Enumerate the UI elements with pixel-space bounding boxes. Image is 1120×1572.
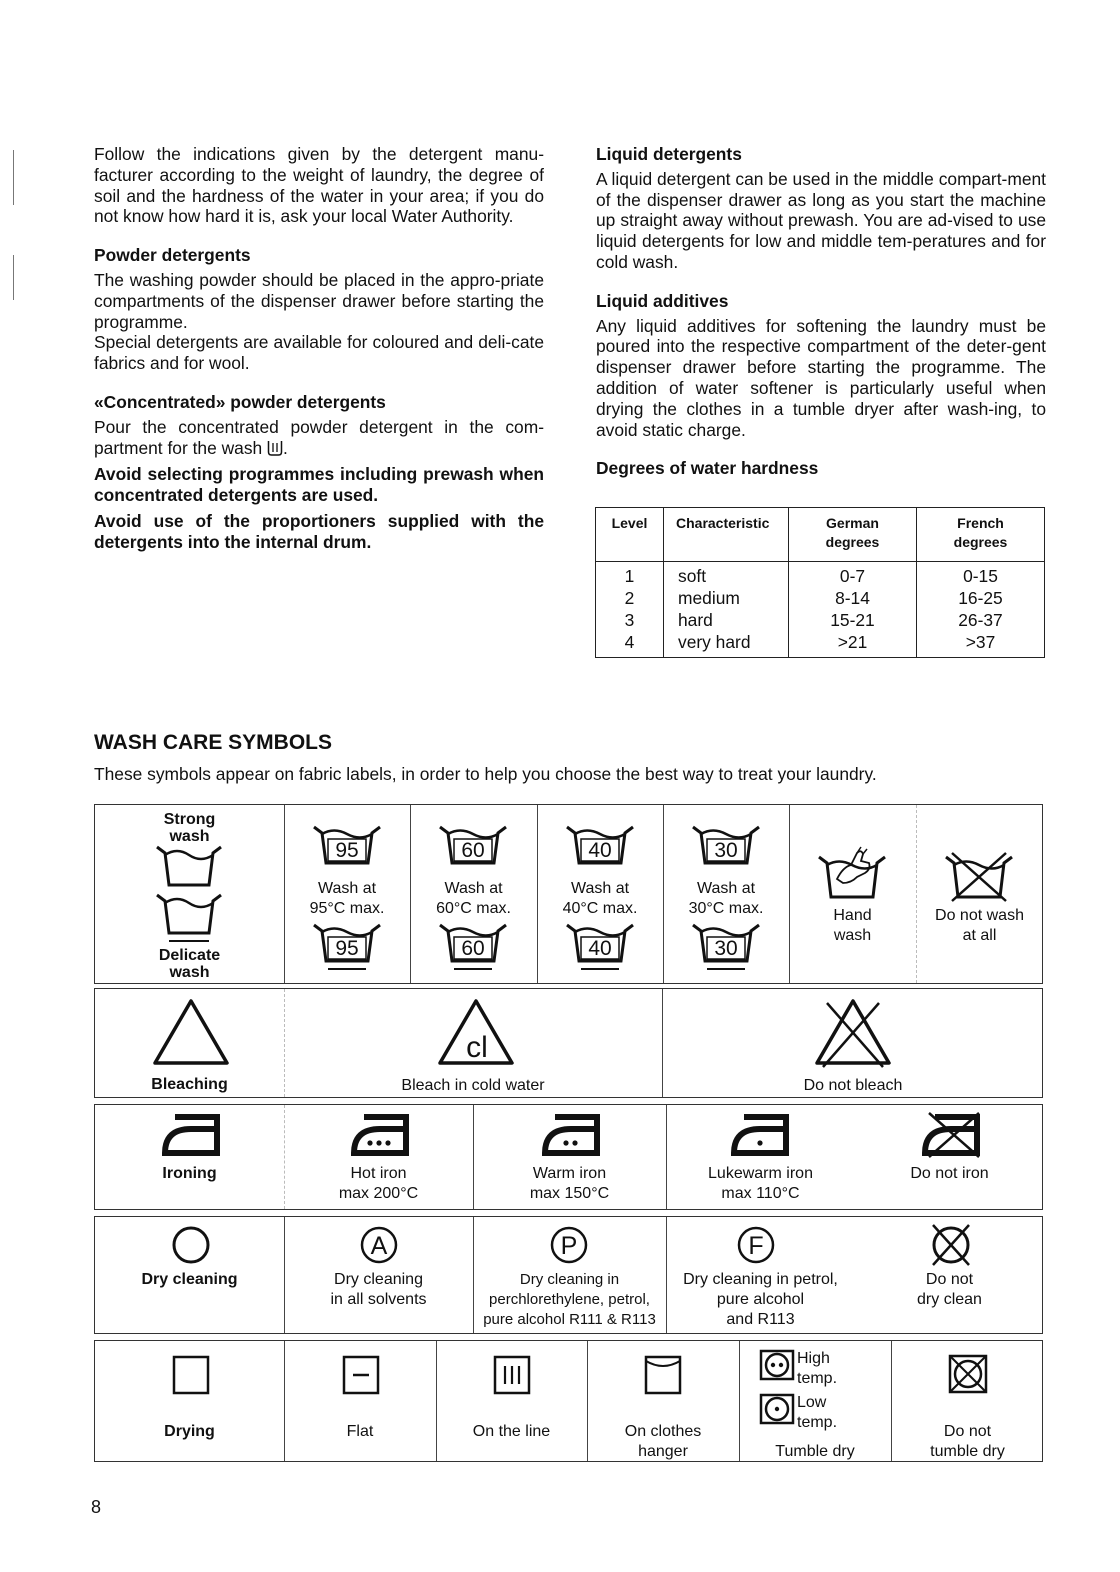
washing-row xyxy=(94,804,1043,984)
bleach-triangle-icon xyxy=(151,997,231,1067)
right-column xyxy=(596,144,1046,483)
bleach-cold-label: Bleach in cold water xyxy=(401,1077,545,1094)
dry-clean-p-cell xyxy=(473,1217,666,1333)
do-not-iron-label: Do not iron xyxy=(910,1165,989,1182)
delicate-wash-label: Delicate wash xyxy=(158,947,221,981)
wash-95-temp: 95 xyxy=(335,839,359,862)
tumble-low-label: Low temp. xyxy=(797,1394,838,1431)
do-not-tumble-dry-label: Do not tumble dry xyxy=(930,1423,1005,1460)
no-iron-cell xyxy=(855,1105,1044,1209)
cell-level: 3 xyxy=(596,609,664,631)
do-not-wash-icon xyxy=(944,851,1014,903)
wash-30-delicate-icon xyxy=(691,923,761,971)
wash-40-temp: 40 xyxy=(588,839,612,862)
hot-iron-icon xyxy=(350,1113,410,1157)
do-not-dry-clean-icon xyxy=(929,1221,973,1267)
wash-40-icon xyxy=(565,825,635,865)
dry-line-icon xyxy=(493,1355,531,1395)
dry-clean-circle-icon xyxy=(171,1225,211,1265)
ironing-row xyxy=(94,1104,1043,1210)
margin-mark xyxy=(13,150,14,205)
water-hardness-table xyxy=(595,507,1045,658)
dry-cleaning-row xyxy=(94,1216,1043,1334)
liquid-heading: Liquid detergents xyxy=(596,144,742,164)
dry-clean-a-icon xyxy=(359,1225,399,1265)
hand-wash-cell xyxy=(789,805,916,983)
wash-60-label: Wash at 60°C max. xyxy=(436,880,511,917)
table-header-row xyxy=(596,508,1045,562)
drying-label-cell xyxy=(95,1341,284,1461)
margin-mark xyxy=(13,255,14,300)
cell-french: 26-37 xyxy=(917,609,1045,631)
ironing-label: Ironing xyxy=(162,1165,217,1182)
lukewarm-iron-icon xyxy=(730,1113,790,1157)
table-row xyxy=(596,562,1045,588)
table-row xyxy=(596,587,1045,609)
dry-hanger-cell xyxy=(587,1341,739,1461)
wash-95-cell xyxy=(284,805,410,983)
warm-iron-cell xyxy=(473,1105,666,1209)
dry-cleaning-label-cell xyxy=(95,1217,284,1333)
no-dry-clean-cell xyxy=(855,1217,1044,1333)
cell-german: 15-21 xyxy=(789,609,917,631)
concentrated-paragraph xyxy=(94,417,544,461)
wash-40-label: Wash at 40°C max. xyxy=(562,880,638,917)
wash-compartment-icon xyxy=(267,440,283,461)
dry-clean-a-label: Dry cleaning in all solvents xyxy=(330,1271,427,1308)
bleaching-label: Bleaching xyxy=(151,1076,228,1093)
wash-95-icon xyxy=(312,825,382,865)
lukewarm-iron-label: Lukewarm iron max 110°C xyxy=(708,1165,813,1202)
strong-wash-icon xyxy=(155,845,223,887)
dry-clean-f-letter: F xyxy=(748,1232,764,1260)
cell-characteristic: soft xyxy=(664,562,789,588)
header-level: Level xyxy=(596,508,664,562)
cell-characteristic: medium xyxy=(664,587,789,609)
no-tumble-cell xyxy=(891,1341,1044,1461)
hand-wash-icon xyxy=(817,845,887,899)
hot-iron-cell xyxy=(284,1105,473,1209)
additives-heading: Liquid additives xyxy=(596,290,729,311)
wash-95-label: Wash at 95°C max. xyxy=(309,880,385,917)
do-not-bleach-label: Do not bleach xyxy=(803,1077,903,1094)
wash-care-subtitle: These symbols appear on fabric labels, in order to help you choose the best way to treat your laundry. xyxy=(94,764,877,784)
bleach-cold-cell xyxy=(284,989,662,1097)
do-not-bleach-icon xyxy=(813,997,893,1069)
wash-care-title: WASH CARE SYMBOLS xyxy=(94,731,333,754)
wash-30-cell xyxy=(663,805,789,983)
cell-characteristic: very hard xyxy=(664,631,789,658)
powder-heading: Powder detergents xyxy=(94,245,251,266)
hand-wash-label: Hand wash xyxy=(833,907,872,944)
header-characteristic: Characteristic xyxy=(664,508,789,562)
cell-characteristic: hard xyxy=(664,609,789,631)
warning-prewash: Avoid selecting programmes including prewash when concentrated detergents are used. xyxy=(94,464,544,506)
strong-wash-label: Strong wash xyxy=(163,811,216,845)
washing-label-cell xyxy=(95,805,284,983)
wash-60-icon xyxy=(438,825,508,865)
cell-german: 0-7 xyxy=(789,562,917,588)
do-not-dry-clean-label: Do not dry clean xyxy=(917,1271,982,1308)
dry-clean-p-icon xyxy=(549,1225,589,1265)
dry-line-cell xyxy=(436,1341,587,1461)
dry-clean-f-cell xyxy=(666,1217,855,1333)
bleaching-label-cell xyxy=(95,989,284,1097)
tumble-high-label: High temp. xyxy=(797,1350,838,1387)
powder-paragraph-1: The washing powder should be placed in the appro-priate compartments of the dispenser drawer before starting the programme. xyxy=(94,269,544,332)
cell-french: >37 xyxy=(917,631,1045,658)
dry-clean-p-label: Dry cleaning in perchlorethylene, petrol, pure alcohol R111 & R113 xyxy=(483,1271,656,1328)
table-row xyxy=(596,609,1045,631)
lukewarm-iron-cell xyxy=(666,1105,855,1209)
powder-paragraph-2: Special detergents are available for coloured and deli-cate fabrics and for wool. xyxy=(94,332,544,374)
dry-cleaning-label: Dry cleaning xyxy=(141,1271,238,1288)
wash-60-delicate-icon xyxy=(438,923,508,971)
iron-icon xyxy=(161,1113,221,1157)
concentrated-text-end: . xyxy=(283,437,288,458)
wash-30-icon xyxy=(691,825,761,865)
wash-30-temp: 30 xyxy=(714,839,738,862)
tumble-dry-cell xyxy=(739,1341,891,1461)
no-bleach-cell xyxy=(662,989,1044,1097)
header-german: German degrees xyxy=(789,508,917,562)
tumble-low-icon xyxy=(759,1393,795,1425)
dry-clean-a-letter: A xyxy=(370,1232,388,1260)
dry-clean-p-letter: P xyxy=(560,1232,578,1260)
warning-proportioners: Avoid use of the proportioners supplied with the detergents into the internal drum. xyxy=(94,510,544,552)
dry-hanger-label: On clothes hanger xyxy=(624,1423,702,1460)
ironing-label-cell xyxy=(95,1105,284,1209)
additives-paragraph: Any liquid additives for softening the laundry must be poured into the respective compartment of the deter-gent dispenser drawer before starting the programme. The addition of water softener is particularly useful when drying the clothes in a tumble dryer after wash-ing, to avoid static charge. xyxy=(596,315,1046,440)
cell-german: 8-14 xyxy=(789,587,917,609)
delicate-wash-icon xyxy=(155,893,223,943)
warm-iron-icon xyxy=(541,1113,601,1157)
cell-french: 0-15 xyxy=(917,562,1045,588)
left-column xyxy=(94,144,544,553)
dry-clean-f-icon xyxy=(736,1225,776,1265)
tumble-high-icon xyxy=(759,1349,795,1381)
bleaching-row xyxy=(94,988,1043,1098)
bleach-cold-symbol: cl xyxy=(466,1031,488,1064)
header-french: French degrees xyxy=(917,508,1045,562)
dry-clean-f-label: Dry cleaning in petrol, pure alcohol and R113 xyxy=(683,1271,838,1328)
cell-level: 1 xyxy=(596,562,664,588)
warm-iron-label: Warm iron max 150°C xyxy=(529,1165,610,1202)
wash-60-temp: 60 xyxy=(461,839,485,862)
table-row xyxy=(596,631,1045,658)
wash-40-delicate-temp: 40 xyxy=(588,937,612,960)
intro-paragraph: Follow the indications given by the detergent manu-facturer according to the weight of laundry, the degree of soil and the hardness of the water in your area; if you do not know how hard it is, ask your local Water Authority. xyxy=(94,144,544,227)
hot-iron-label: Hot iron max 200°C xyxy=(338,1165,419,1202)
dry-flat-cell xyxy=(284,1341,436,1461)
wash-40-delicate-icon xyxy=(565,923,635,971)
cell-german: >21 xyxy=(789,631,917,658)
wash-30-label: Wash at 30°C max. xyxy=(688,880,764,917)
do-not-iron-icon xyxy=(921,1111,981,1159)
do-not-tumble-dry-icon xyxy=(947,1353,989,1395)
tumble-dry-label: Tumble dry xyxy=(775,1443,855,1460)
dry-clean-a-cell xyxy=(284,1217,473,1333)
drying-row xyxy=(94,1340,1043,1462)
do-not-wash-label: Do not wash at all xyxy=(935,907,1024,944)
wash-60-cell xyxy=(410,805,537,983)
dry-flat-icon xyxy=(342,1355,380,1395)
cell-level: 2 xyxy=(596,587,664,609)
wash-40-cell xyxy=(537,805,663,983)
hardness-heading: Degrees of water hardness xyxy=(596,458,819,479)
concentrated-text: Pour the concentrated powder detergent in the com-partment for the wash xyxy=(94,416,544,458)
dry-flat-label: Flat xyxy=(346,1423,374,1440)
page-number: 8 xyxy=(91,1497,102,1517)
bleach-cold-icon xyxy=(436,997,516,1067)
wash-30-delicate-temp: 30 xyxy=(714,937,738,960)
dry-hanger-icon xyxy=(644,1355,682,1395)
wash-60-delicate-temp: 60 xyxy=(461,937,485,960)
liquid-paragraph: A liquid detergent can be used in the middle compart-ment of the dispenser drawer as long as you start the machine up straight away without prewash. You are ad-vised to use liquid detergents for low and middle tem-peratures and for cold wash. xyxy=(596,168,1046,272)
drying-label: Drying xyxy=(164,1423,215,1440)
wash-95-delicate-icon xyxy=(312,923,382,971)
drying-square-icon xyxy=(172,1355,210,1395)
cell-level: 4 xyxy=(596,631,664,658)
concentrated-heading: «Concentrated» powder detergents xyxy=(94,391,386,412)
wash-95-delicate-temp: 95 xyxy=(335,937,359,960)
cell-french: 16-25 xyxy=(917,587,1045,609)
no-wash-cell xyxy=(916,805,1043,983)
dry-line-label: On the line xyxy=(472,1423,551,1440)
